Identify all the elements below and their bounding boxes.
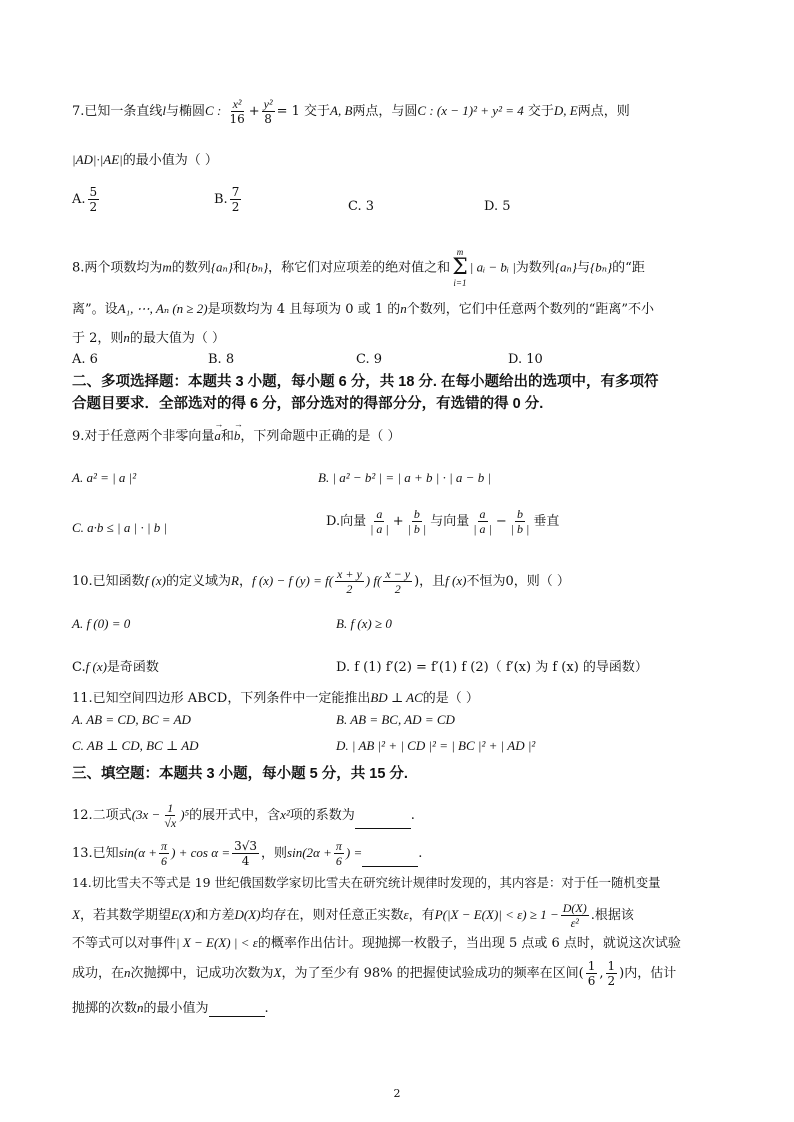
q7-text2: 与椭圆 [166,104,206,119]
q8-text5: 为数列 [515,260,555,276]
q7-ellipse-label: C : [205,103,222,118]
q7-text: 7.已知一条直线 [72,104,163,119]
q14-text4: ，有 [408,908,435,923]
q11-text2: 的是（ ） [422,691,479,706]
q8-sum-top: m [456,247,464,257]
q7-option-a-den: 2 [89,200,98,214]
q10-text4: 不恒为 [466,574,506,589]
q10-frac2-num: x − y [385,567,411,581]
q14-int-sep: , [599,966,604,981]
q10-option-c-fx: f (x) [85,659,107,674]
q14-x: X [72,907,80,922]
q10-fx2: f (x) [445,573,467,588]
q14-line4 [72,960,676,987]
q12-stem [72,802,415,829]
q14-event: | X − E(X) | < ε [176,935,258,950]
q9-text: 9.对于任意两个非零向量 [72,429,215,444]
q14-text14: . [264,1001,269,1016]
q14-x2: X [273,965,282,980]
q13-pi-den: 6 [161,854,168,868]
q14-dx: D(X) [234,907,261,922]
q9-option-b: B. | a² − b² | = | a + b | · | a − b | [318,470,492,485]
q14-int-d2: 2 [607,974,616,988]
q13-answer-blank [362,854,418,867]
q7-option-a [72,186,101,213]
q8-line3 [72,330,225,347]
q11-option-a: A. AB = CD, BC = AD [72,712,191,727]
q11-option-d: D. | AB |² + | CD |² = | BC |² + | AD |² [336,738,536,753]
q7-option-a-label: A. [72,192,86,207]
q14-eps: ε [403,907,409,922]
q10-frac2-den: 2 [394,582,401,596]
q13-val-den: 4 [241,854,250,868]
q8-text12: 的最大值为（ ） [129,331,226,346]
q11-option-b: B. AB = BC, AD = CD [336,712,455,727]
q8-text7: 的“距 [612,260,645,276]
q10-option-c-label: C. [72,660,86,675]
q8-text3: 和 [232,260,246,276]
q14-line1: 14.切比雪夫不等式是 19 世纪俄国数学家切比雪夫在研究统计规律时发现的，其内容是：对于任一随机变量 [72,875,661,890]
q7-text5: 交于 [527,104,554,119]
q9-text2: 和 [220,429,234,444]
q7-points-de: D, E [553,103,578,118]
q7-ellipse-x-term: $\frac{\text{x²}}{16}$ [229,97,245,126]
q7-option-b-label: B. [214,192,228,207]
q13-text: 13.已知 [72,846,119,861]
q10-option-d: D. f (1) f′(2) = f′(1) f (2)（ f′(x) 为 f (x) 的导函数） [336,660,648,675]
q8-text6: 与 [576,260,590,276]
q8-text4: ，称它们对应项差的绝对值之和 [268,260,451,276]
q10-text2: 的定义域为 [165,574,231,589]
q13-pi-den2: 6 [335,854,342,868]
q14-text8: 成功，在 [72,966,125,981]
q12-text4: . [410,808,415,823]
q7-text7: 的最小值为（ ） [122,153,218,168]
q7-option-a-num: 5 [89,185,98,199]
q12-x2: x² [280,807,290,822]
q10-eq-mid: ) f( [365,573,382,588]
q9-option-d-text2: 与向量 [430,514,470,529]
q9-option-d-text: D.向量 [326,514,367,529]
q9-d-frac2-num: b [413,507,420,521]
q9-d-frac3-num: a [479,507,486,521]
q9-d-frac2-den: | b | [407,522,427,536]
q9-vector-b: → b [234,428,241,444]
q7-circle: C : (x − 1)² + y² = 4 [417,103,524,118]
q12-text2: 的展开式中，含 [189,808,281,823]
q8-seq-list: A₁, ⋯, Aₙ (n ≥ 2) [117,301,208,316]
q8-seq-b2: {bₙ} [590,259,613,275]
q13-expr-c: sin(2α + [287,845,332,860]
q13-pi-num: π [161,839,168,853]
q13-stem [72,840,422,867]
q7-text6: 两点，则 [577,104,630,119]
q8-n: n [400,301,407,316]
q8-sum-symbol: m Σ i=1 [452,247,468,288]
section3-heading: 三、填空题：本题共 3 小题，每小题 5 分，共 15 分. [72,766,408,782]
q14-text10: ，为了至少有 98% 的把握使试验成功的频率在区间 [281,966,579,981]
q10-zero: 0 [505,574,514,589]
q8-text11: 于 2，则 [72,331,124,346]
q14-answer-blank [209,1004,265,1017]
q8-m: m [162,259,172,275]
q9-d-frac4-den: | b | [510,522,530,536]
q8-text8: 离”。设 [72,302,118,317]
q8-option-a: A. 6 [72,352,98,367]
q7-line2 [72,152,218,169]
q14-text6: 不等式可以对事件 [72,936,177,951]
q7-expression: |AD|·|AE| [72,152,123,167]
q13-text3: . [418,846,423,861]
q8-text10: 个数列，它们中任意两个数列的“距离”不小 [406,302,655,317]
q8-seq-a2: {aₙ} [554,259,577,275]
q10-option-b: B. f (x) ≥ 0 [336,616,392,631]
q10-eq-right: )，且 [414,574,446,589]
q9-d-frac1-num: a [376,507,383,521]
q10-text5: ，则（ ） [513,574,570,589]
q13-expr-d: ) = [345,845,363,860]
q14-line2 [72,902,634,929]
q10-text3: ， [238,574,252,589]
q10-option-c-text: 是奇函数 [106,660,159,675]
q11-stem [72,690,479,707]
q7-line-l: l [162,103,167,118]
q14-text9: 次抛掷中，记成功次数为 [130,966,274,981]
q14-line3 [72,935,681,952]
q7-ellipse-y-term: $\frac{\text{y²}}{8}$ [263,97,273,126]
q7-line1: 7.已知一条直线l与椭圆C : $\frac{\text{x²}}{16}$ + $\frac{\text{y²}}{8}$ = 1 交于A, B两点，与圆C : (x − 1)² + y² = 4 交于D, E两点，则 [72,97,630,126]
q9-option-d-text3: 垂直 [533,514,560,529]
q7-text4: 两点，与圆 [352,104,418,119]
section2-heading-line2: 合题目要求．全部选对的得 6 分，部分选对的得部分分，有选错的得 0 分. [72,396,544,412]
q10-stem [72,568,570,595]
q13-val-num: 3√3 [234,839,258,853]
q8-text: 8.两个项数均为 [72,260,163,276]
q9-option-a: A. a² = | a |² [72,470,137,485]
q9-d-frac3-den: | a | [473,522,492,536]
q7-option-d: D. 5 [484,199,511,214]
q14-ineq-den: ε² [570,916,579,930]
q14-ex: E(X) [170,907,196,922]
q9-stem [72,428,401,445]
q9-d-frac1-den: | a | [370,522,389,536]
q14-text: ，若其数学期望 [79,908,171,923]
q14-n: n [124,965,131,980]
q13-expr-a: sin(α + [118,845,158,860]
q8-option-c: C. 9 [356,352,383,367]
q14-int-n2: 1 [607,959,616,973]
q9-text3: ，下列命题中正确的是（ ） [240,429,401,444]
q12-expr-b: )⁵ [180,807,190,822]
q7-option-c: C. 3 [348,199,375,214]
q13-expr-b: ) + cos α = [171,845,231,860]
q10-frac1-den: 2 [346,582,353,596]
q14-text13: 的最小值为 [143,1001,209,1016]
q14-n2: n [137,1000,144,1015]
q12-text: 12.二项式 [72,808,132,823]
q14-text2: 和方差 [195,908,235,923]
q9-option-c: C. a·b ≤ | a | · | b | [72,520,168,535]
q9-d-frac4-num: b [517,507,524,521]
q9-option-d: D.向量 $\frac{a}{| a |}$ + $\frac{b}{| b |}$ 与向量 $\frac{a}{| a |}$ − $\frac{b}{| b |}$ 垂直 [326,507,560,536]
q8-sum-expr: | aᵢ − bᵢ | [469,259,516,275]
q10-option-c [72,656,159,675]
q8-text9: 是项数均为 4 且每项为 0 或 1 的 [207,302,401,317]
q14-int-close: ) [619,966,625,981]
q12-frac-num: 1 [167,801,174,815]
q8-n2: n [123,330,130,345]
q14-text5: .根据该 [590,908,634,923]
q11-option-c: C. AB ⊥ CD, BC ⊥ AD [72,738,199,753]
q7-points-ab: A, B [330,103,353,118]
q11-text: 11.已知空间四边形 ABCD，下列条件中一定能推出 [72,691,371,706]
q14-text3: 均存在，则对任意正实数 [260,908,404,923]
section2-heading-line1: 二、多项选择题：本题共 3 小题，每小题 6 分，共 18 分. 在每小题给出的选项中，有多项符 [72,374,659,390]
q8-seq-a: {aₙ} [210,259,233,275]
page-number: 2 [393,1087,401,1100]
q7-option-b-num: 7 [231,185,240,199]
q14-ineq: P(|X − E(X)| < ε) ≥ 1 − [434,907,559,922]
q14-ineq-num: D(X) [562,901,587,915]
q8-option-d: D. 10 [508,352,543,367]
q12-answer-blank [355,816,411,829]
q12-frac-den: √x [164,816,177,830]
q10-eq-left: f (x) − f (y) = f( [251,573,334,588]
q13-pi-num2: π [335,839,342,853]
q10-r: R [231,573,239,588]
q8-line2 [72,301,654,318]
q10-text: 10.已知函数 [72,574,145,589]
q10-frac1-num: x + y [337,567,362,581]
q14-int-open: ( [578,966,584,981]
q8-seq-b: {bₙ} [246,259,269,275]
q7-option-b [214,186,243,213]
q10-fx: f (x) [144,573,166,588]
q8-text2: 的数列 [171,260,211,276]
q11-expr: BD ⊥ AC [370,690,423,705]
q14-text11: 内，估计 [624,966,677,981]
q7-text3: 交于 [304,104,331,119]
q7-option-b-den: 2 [231,200,240,214]
q8-sum-bottom: i=1 [453,278,467,288]
q14-text7: 的概率作出估计。现抛掷一枚骰子，当出现 5 点或 6 点时，就说这次试验 [257,936,681,951]
q14-text12: 抛掷的次数 [72,1001,138,1016]
q14-line5 [72,1000,269,1017]
q12-text3: 项的系数为 [289,808,355,823]
q8-line1 [72,248,645,288]
q10-option-a: A. f (0) = 0 [72,616,131,631]
q13-text2: ，则 [261,846,288,861]
q12-expr-a: (3x − [131,807,161,822]
q14-int-n1: 1 [587,959,596,973]
q9-vector-a: → a [214,428,221,444]
q14-int-d1: 6 [587,974,596,988]
q8-option-b: B. 8 [208,352,235,367]
